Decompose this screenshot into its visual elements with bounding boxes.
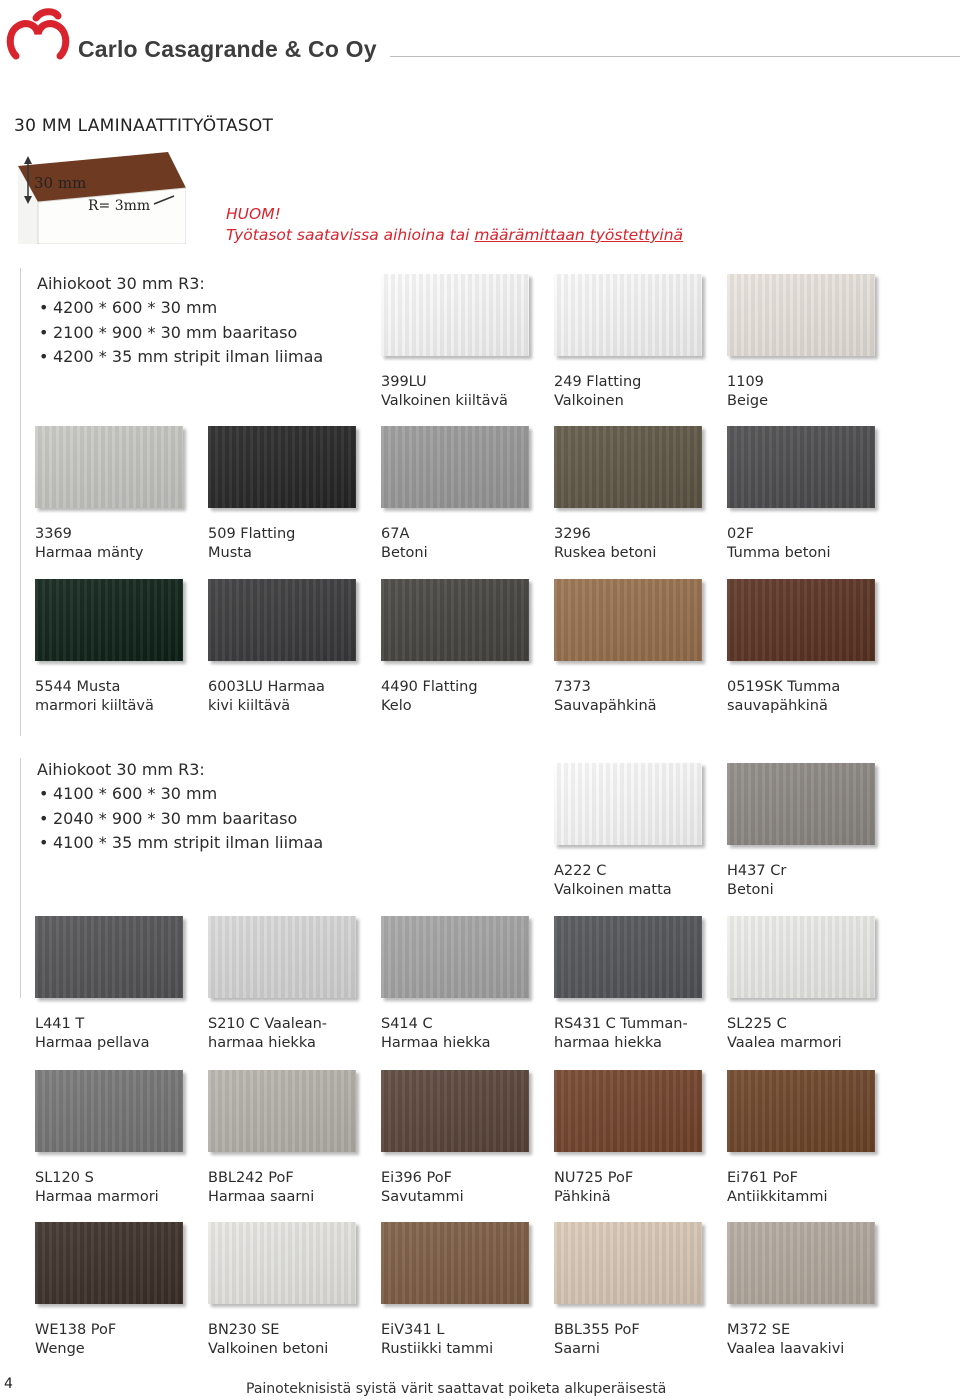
sample-card <box>381 916 545 1053</box>
size-item: • 4200 * 600 * 30 mm <box>37 296 323 320</box>
sample-code: M372 SE <box>727 1322 791 1338</box>
sample-card <box>554 763 718 900</box>
sample-caption <box>554 1169 718 1207</box>
sample-name: sauvapähkinä <box>727 698 828 714</box>
sample-code: BBL242 PoF <box>208 1170 294 1186</box>
sample-caption <box>208 678 372 716</box>
notice <box>226 204 683 246</box>
sample-swatch <box>727 274 875 356</box>
sample-swatch <box>208 579 356 661</box>
sample-code: 6003LU Harmaa <box>208 679 325 695</box>
sample-card <box>35 579 199 716</box>
sample-caption <box>727 1015 891 1053</box>
sample-code: S210 C Vaalean- <box>208 1016 328 1032</box>
sample-code: SL120 S <box>35 1170 94 1186</box>
size-item: • 2100 * 900 * 30 mm baaritaso <box>37 321 323 345</box>
sample-caption <box>727 1321 891 1359</box>
sample-swatch <box>35 579 183 661</box>
sample-code: H437 Cr <box>727 863 787 879</box>
sample-caption <box>554 525 718 563</box>
sample-name: harmaa hiekka <box>208 1035 316 1051</box>
sample-caption <box>208 525 372 563</box>
sample-name: kivi kiiltävä <box>208 698 291 714</box>
sample-swatch <box>35 1222 183 1304</box>
sample-caption <box>727 373 891 411</box>
sample-caption <box>35 1321 199 1359</box>
sample-name: marmori kiiltävä <box>35 698 154 714</box>
sample-caption <box>554 862 718 900</box>
page-number: 4 <box>4 1376 13 1392</box>
size-block-1 <box>37 272 323 369</box>
sample-code: WE138 PoF <box>35 1322 117 1338</box>
sample-code: BBL355 PoF <box>554 1322 640 1338</box>
section-rule <box>20 758 21 998</box>
sample-caption <box>381 1015 545 1053</box>
sample-name: Savutammi <box>381 1189 464 1205</box>
sample-name: Harmaa saarni <box>208 1189 315 1205</box>
sample-code: 5544 Musta <box>35 679 121 695</box>
sample-caption <box>554 1015 718 1053</box>
sample-caption <box>35 1015 199 1053</box>
sample-name: Kelo <box>381 698 412 714</box>
sample-caption <box>381 1169 545 1207</box>
sample-swatch <box>381 274 529 356</box>
sample-name: Vaalea laavakivi <box>727 1341 845 1357</box>
sample-swatch <box>554 916 702 998</box>
size-item: • 4100 * 600 * 30 mm <box>37 782 323 806</box>
sample-name: Saarni <box>554 1341 600 1357</box>
sample-swatch <box>727 426 875 508</box>
sample-swatch <box>35 916 183 998</box>
sample-caption <box>208 1169 372 1207</box>
sample-swatch <box>381 1222 529 1304</box>
sample-caption <box>727 678 891 716</box>
sample-code: A222 C <box>554 863 607 879</box>
sample-code: 7373 <box>554 679 591 695</box>
sample-card <box>208 1070 372 1207</box>
sample-swatch <box>727 1222 875 1304</box>
sample-name: Pähkinä <box>554 1189 611 1205</box>
sample-name: Valkoinen matta <box>554 882 672 898</box>
sample-card <box>554 1070 718 1207</box>
sample-swatch <box>554 1222 702 1304</box>
sample-name: Antiikkitammi <box>727 1189 828 1205</box>
sample-card <box>381 1222 545 1359</box>
sample-card <box>554 1222 718 1359</box>
sample-swatch <box>727 579 875 661</box>
sample-caption <box>381 373 545 411</box>
sample-swatch <box>208 426 356 508</box>
sample-name: Tumma betoni <box>727 545 831 561</box>
sample-card <box>554 916 718 1053</box>
sample-card <box>554 274 718 411</box>
sample-caption <box>554 373 718 411</box>
sample-card <box>727 1222 891 1359</box>
sample-code: 399LU <box>381 374 427 390</box>
sample-swatch <box>35 426 183 508</box>
sample-swatch <box>554 1070 702 1152</box>
sample-name: Harmaa pellava <box>35 1035 150 1051</box>
sample-name: Musta <box>208 545 252 561</box>
size-block-heading: Aihiokoot 30 mm R3: <box>37 760 205 779</box>
sample-swatch <box>381 426 529 508</box>
page-title: 30 MM LAMINAATTITYÖTASOT <box>14 116 274 136</box>
notice-heading: HUOM! <box>226 205 281 223</box>
sample-code: L441 T <box>35 1016 85 1032</box>
sample-name: Harmaa marmori <box>35 1189 159 1205</box>
sample-name: Wenge <box>35 1341 85 1357</box>
sample-code: EiV341 L <box>381 1322 445 1338</box>
sample-card <box>554 579 718 716</box>
brand-mark-icon <box>6 8 70 64</box>
sample-card <box>35 1222 199 1359</box>
sample-code: Ei396 PoF <box>381 1170 452 1186</box>
sample-swatch <box>727 1070 875 1152</box>
sample-swatch <box>208 916 356 998</box>
sample-swatch <box>35 1070 183 1152</box>
sample-code: SL225 C <box>727 1016 787 1032</box>
sample-swatch <box>208 1222 356 1304</box>
thickness-label: 30 mm <box>34 174 87 192</box>
size-item: • 2040 * 900 * 30 mm baaritaso <box>37 807 323 831</box>
worktop-profile-image <box>18 152 186 244</box>
sample-caption <box>727 862 891 900</box>
sample-swatch <box>554 274 702 356</box>
sample-code: 4490 Flatting <box>381 679 478 695</box>
notice-link[interactable]: määrämittaan työstettyinä <box>474 226 684 244</box>
sample-card <box>727 763 891 900</box>
sample-card <box>35 1070 199 1207</box>
sample-caption <box>554 678 718 716</box>
sample-name: Betoni <box>381 545 428 561</box>
size-block-2 <box>37 758 323 855</box>
sample-caption <box>35 525 199 563</box>
radius-label: R= 3mm <box>88 198 151 214</box>
notice-text-prefix: Työtasot saatavissa aihioina tai <box>226 226 475 244</box>
sample-code: BN230 SE <box>208 1322 280 1338</box>
sample-code: 3369 <box>35 526 72 542</box>
sample-caption <box>554 1321 718 1359</box>
sample-name: Harmaa hiekka <box>381 1035 491 1051</box>
sample-card <box>381 1070 545 1207</box>
sample-card <box>208 916 372 1053</box>
sample-card <box>727 274 891 411</box>
sample-swatch <box>554 763 702 845</box>
company-logo <box>6 8 377 68</box>
footer-note: Painoteknisistä syistä värit saattavat poiketa alkuperäisestä <box>246 1381 667 1397</box>
sample-swatch <box>381 1070 529 1152</box>
sample-name: Ruskea betoni <box>554 545 657 561</box>
sample-card <box>727 426 891 563</box>
sample-caption <box>208 1321 372 1359</box>
sample-card <box>727 579 891 716</box>
sample-card <box>554 426 718 563</box>
sample-swatch <box>727 763 875 845</box>
sample-name: Vaalea marmori <box>727 1035 842 1051</box>
sample-name: Valkoinen betoni <box>208 1341 329 1357</box>
sample-swatch <box>554 426 702 508</box>
sample-name: Valkoinen kiiltävä <box>381 393 508 409</box>
sample-swatch <box>554 579 702 661</box>
sample-code: 249 Flatting <box>554 374 642 390</box>
sample-caption <box>727 525 891 563</box>
sample-caption <box>35 1169 199 1207</box>
sample-swatch <box>208 1070 356 1152</box>
sample-code: S414 C <box>381 1016 433 1032</box>
sample-card <box>208 1222 372 1359</box>
sample-code: 67A <box>381 526 410 542</box>
sample-code: 509 Flatting <box>208 526 296 542</box>
sample-card <box>35 426 199 563</box>
sample-card <box>727 916 891 1053</box>
sample-code: 0519SK Tumma <box>727 679 841 695</box>
sample-swatch <box>381 579 529 661</box>
sample-name: Harmaa mänty <box>35 545 144 561</box>
sample-name: Sauvapähkinä <box>554 698 657 714</box>
sample-name: Betoni <box>727 882 774 898</box>
sample-card <box>727 1070 891 1207</box>
sample-caption <box>35 678 199 716</box>
sample-name: harmaa hiekka <box>554 1035 662 1051</box>
sample-swatch <box>381 916 529 998</box>
sample-caption <box>208 1015 372 1053</box>
sample-caption <box>381 678 545 716</box>
sample-caption <box>381 1321 545 1359</box>
size-block-heading: Aihiokoot 30 mm R3: <box>37 274 205 293</box>
sample-code: 3296 <box>554 526 591 542</box>
sample-card <box>208 579 372 716</box>
sample-card <box>208 426 372 563</box>
sample-code: RS431 C Tumman- <box>554 1016 688 1032</box>
sample-code: 1109 <box>727 374 764 390</box>
sample-card <box>381 579 545 716</box>
sample-code: Ei761 PoF <box>727 1170 798 1186</box>
sample-code: NU725 PoF <box>554 1170 634 1186</box>
company-name: Carlo Casagrande & Co Oy <box>78 36 377 62</box>
sample-name: Beige <box>727 393 769 409</box>
section-rule <box>20 268 21 736</box>
sample-caption <box>727 1169 891 1207</box>
size-item: • 4100 * 35 mm stripit ilman liimaa <box>37 831 323 855</box>
header-rule <box>390 56 960 57</box>
size-item: • 4200 * 35 mm stripit ilman liimaa <box>37 345 323 369</box>
sample-swatch <box>727 916 875 998</box>
sample-card <box>35 916 199 1053</box>
sample-caption <box>381 525 545 563</box>
sample-card <box>381 426 545 563</box>
sample-code: 02F <box>727 526 754 542</box>
sample-name: Rustiikki tammi <box>381 1341 494 1357</box>
sample-name: Valkoinen <box>554 393 624 409</box>
sample-card <box>381 274 545 411</box>
notice-text <box>226 225 683 246</box>
